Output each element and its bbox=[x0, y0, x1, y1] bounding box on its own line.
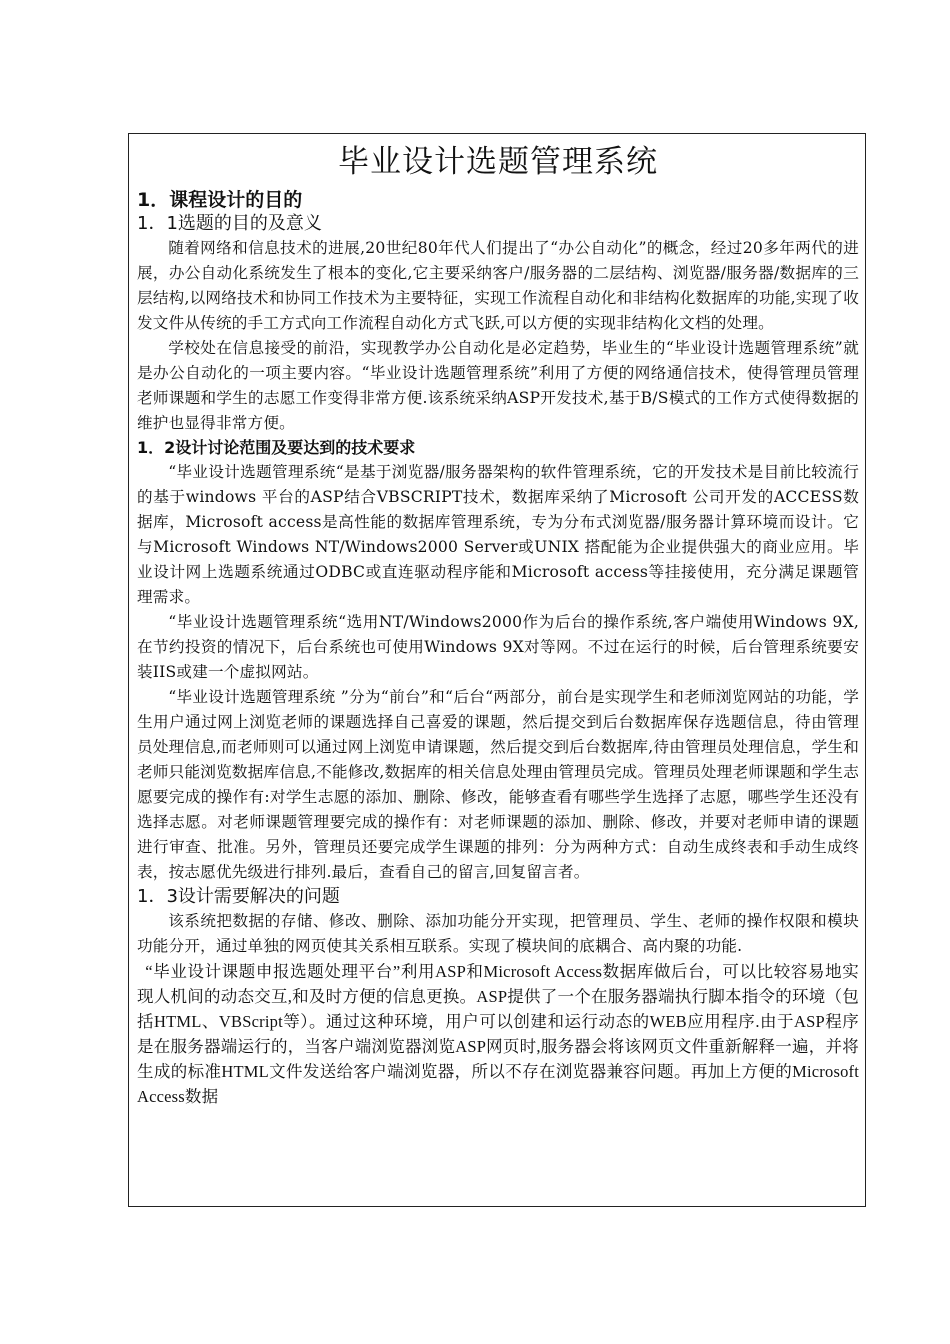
paragraph: 该系统把数据的存储、修改、删除、添加功能分开实现，把管理员、学生、老师的操作权限和模块功能分开，通过单独的网页使其关系相互联系。实现了模块间的底耦合、高内聚的功能. bbox=[137, 912, 859, 955]
subsection-heading: 1．2设计讨论范围及要达到的技术要求 bbox=[137, 438, 416, 457]
document-body bbox=[137, 140, 859, 1109]
document-title: 毕业设计选题管理系统 bbox=[338, 144, 658, 180]
section-heading: 1．课程设计的目的 bbox=[137, 189, 303, 211]
paragraph: “毕业设计选题管理系统 ”分为“前台”和“后台“两部分，前台是实现学生和老师浏览网站的功能，学生用户通过网上浏览老师的课题选择自己喜爱的课题，然后提交到后台数据库保存选题信息，待由管理员处理信息,而老师则可以通过网上浏览申请课题，然后提交到后台数据库,待由管理员处理信息，学生和老师只能浏览数据库信息,不能修改,数据库的相关信息处理由管理员完成。管理员处理老师课题和学生志愿要完成的操作有:对学生志愿的添加、删除、修改，能够查看有哪些学生选择了志愿，哪些学生还没有选择志愿。对老师课题管理要完成的操作有：对老师课题的添加、删除、修改，并要对老师申请的课题进行审查、批准。另外，管理员还要完成学生课题的排列：分为两种方式：自动生成终表和手动生成终表，按志愿优先级进行排列.最后，查看自己的留言,回复留言者。 bbox=[137, 688, 859, 881]
paragraph: “毕业设计课题申报选题处理平台”利用ASP和Microsoft Access数据库做后台，可以比较容易地实现人机间的动态交互,和及时方便的信息更换。ASP提供了一个在服务器端执行脚本指令的环境（包括HTML、VBScript等）。通过这种环境，用户可以创建和运行动态的WEB应用程序.由于ASP程序是在服务器端运行的，当客户端浏览器浏览ASP网页时,服务器会将该网页文件重新解释一遍，并将生成的标准HTML文件发送给客户端浏览器，所以不存在浏览器兼容问题。再加上方便的Microsoft Access数据 bbox=[137, 962, 859, 1106]
paragraph: “毕业设计选题管理系统“是基于浏览器/服务器架构的软件管理系统，它的开发技术是目前比较流行的基于windows 平台的ASP结合VBSCRIPT技术，数据库采纳了Microsoft 公司开发的ACCESS数据库，Microsoft access是高性能的数据库管理系统，专为分布式浏览器/服务器计算环境而设计。它与Microsoft Windows NT/Windows2000 Server或UNIX 搭配能为企业提供强大的商业应用。毕业设计网上选题系统通过ODBC或直连驱动程序能和Microsoft access等挂接使用，充分满足课题管理需求。 bbox=[137, 463, 859, 606]
subsection-heading: 1．1选题的目的及意义 bbox=[137, 213, 322, 234]
paragraph: “毕业设计选题管理系统“选用NT/Windows2000作为后台的操作系统,客户端使用Windows 9X,在节约投资的情况下，后台系统也可使用Windows 9X对等网。不过在运行的时候，后台管理系统要安装IIS或建一个虚拟网站。 bbox=[137, 613, 859, 681]
subsection-heading: 1．3设计需要解决的问题 bbox=[137, 886, 340, 907]
paragraph: 随着网络和信息技术的进展,20世纪80年代人们提出了“办公自动化”的概念，经过20多年两代的进展，办公自动化系统发生了根本的变化,它主要采纳客户/服务器的二层结构、浏览器/服务器/数据库的三层结构,以网络技术和协同工作技术为主要特征，实现工作流程自动化和非结构化数据库的功能,实现了收发文件从传统的手工方式向工作流程自动化方式飞跃,可以方便的实现非结构化文档的处理。 bbox=[137, 239, 859, 332]
document-frame bbox=[128, 133, 866, 1207]
paragraph: 学校处在信息接受的前沿，实现教学办公自动化是必定趋势，毕业生的“毕业设计选题管理系统”就是办公自动化的一项主要内容。“毕业设计选题管理系统”利用了方便的网络通信技术，使得管理员管理老师课题和学生的志愿工作变得非常方便.该系统采纳ASP开发技术,基于B/S模式的工作方式使得数据的维护也显得非常方便。 bbox=[137, 339, 859, 432]
